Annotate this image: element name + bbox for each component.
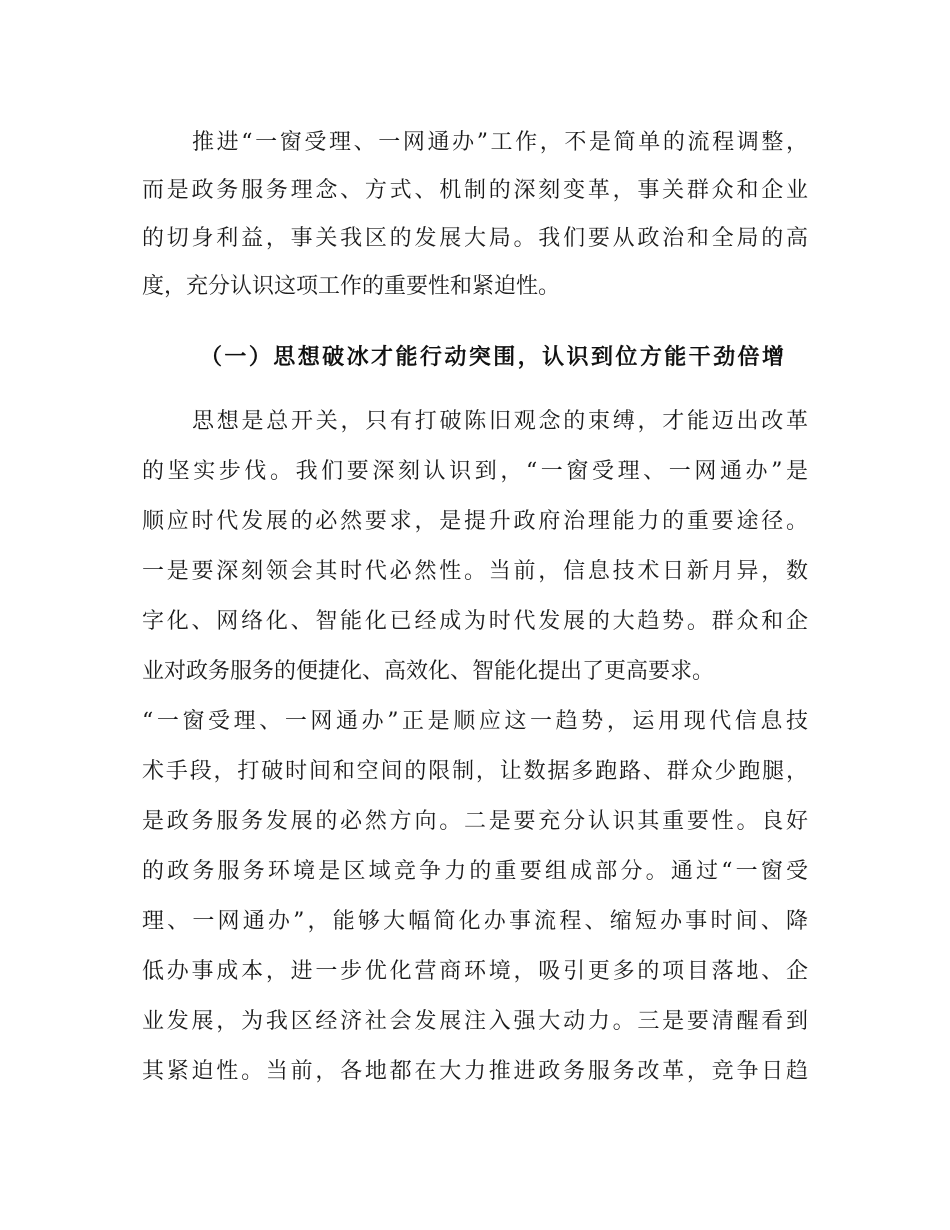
paragraph-line: 其紧迫性。当前，各地都在大力推进政务服务改革，竞争日趋	[142, 1059, 808, 1084]
section-heading: （一）思想破冰才能行动突围，认识到位方能干劲倍增	[200, 345, 784, 370]
paragraph-line: 度，充分认识这项工作的重要性和紧迫性。	[142, 274, 561, 299]
paragraph-line: 推进“一窗受理、一网通办”工作，不是简单的流程调整，	[192, 130, 808, 155]
paragraph-line: 理、一网通办”，能够大幅简化办事流程、缩短办事时间、降	[142, 909, 808, 934]
paragraph-line: 术手段，打破时间和空间的限制，让数据多跑路、群众少跑腿，	[142, 759, 808, 784]
paragraph-line: 业对政务服务的便捷化、高效化、智能化提出了更高要求。	[142, 659, 715, 684]
paragraph-line: 字化、网络化、智能化已经成为时代发展的大趋势。群众和企	[142, 609, 808, 634]
paragraph-line: 的坚实步伐。我们要深刻认识到，“一窗受理、一网通办”是	[142, 459, 808, 484]
paragraph-line: “一窗受理、一网通办”正是顺应这一趋势，运用现代信息技	[142, 709, 808, 734]
paragraph-line: 的切身利益，事关我区的发展大局。我们要从政治和全局的高	[142, 226, 808, 251]
paragraph-line: 低办事成本，进一步优化营商环境，吸引更多的项目落地、企	[142, 959, 808, 984]
paragraph-line: 业发展，为我区经济社会发展注入强大动力。三是要清醒看到	[142, 1009, 808, 1034]
paragraph-line: 一是要深刻领会其时代必然性。当前，信息技术日新月异，数	[142, 559, 808, 584]
paragraph-line: 是政务服务发展的必然方向。二是要充分认识其重要性。良好	[142, 809, 808, 834]
paragraph-line: 的政务服务环境是区域竞争力的重要组成部分。通过“一窗受	[142, 859, 808, 884]
paragraph-line: 顺应时代发展的必然要求，是提升政府治理能力的重要途径。	[142, 509, 808, 534]
paragraph-line: 而是政务服务理念、方式、机制的深刻变革，事关群众和企业	[142, 178, 808, 203]
paragraph-line: 思想是总开关，只有打破陈旧观念的束缚，才能迈出改革	[192, 409, 808, 434]
